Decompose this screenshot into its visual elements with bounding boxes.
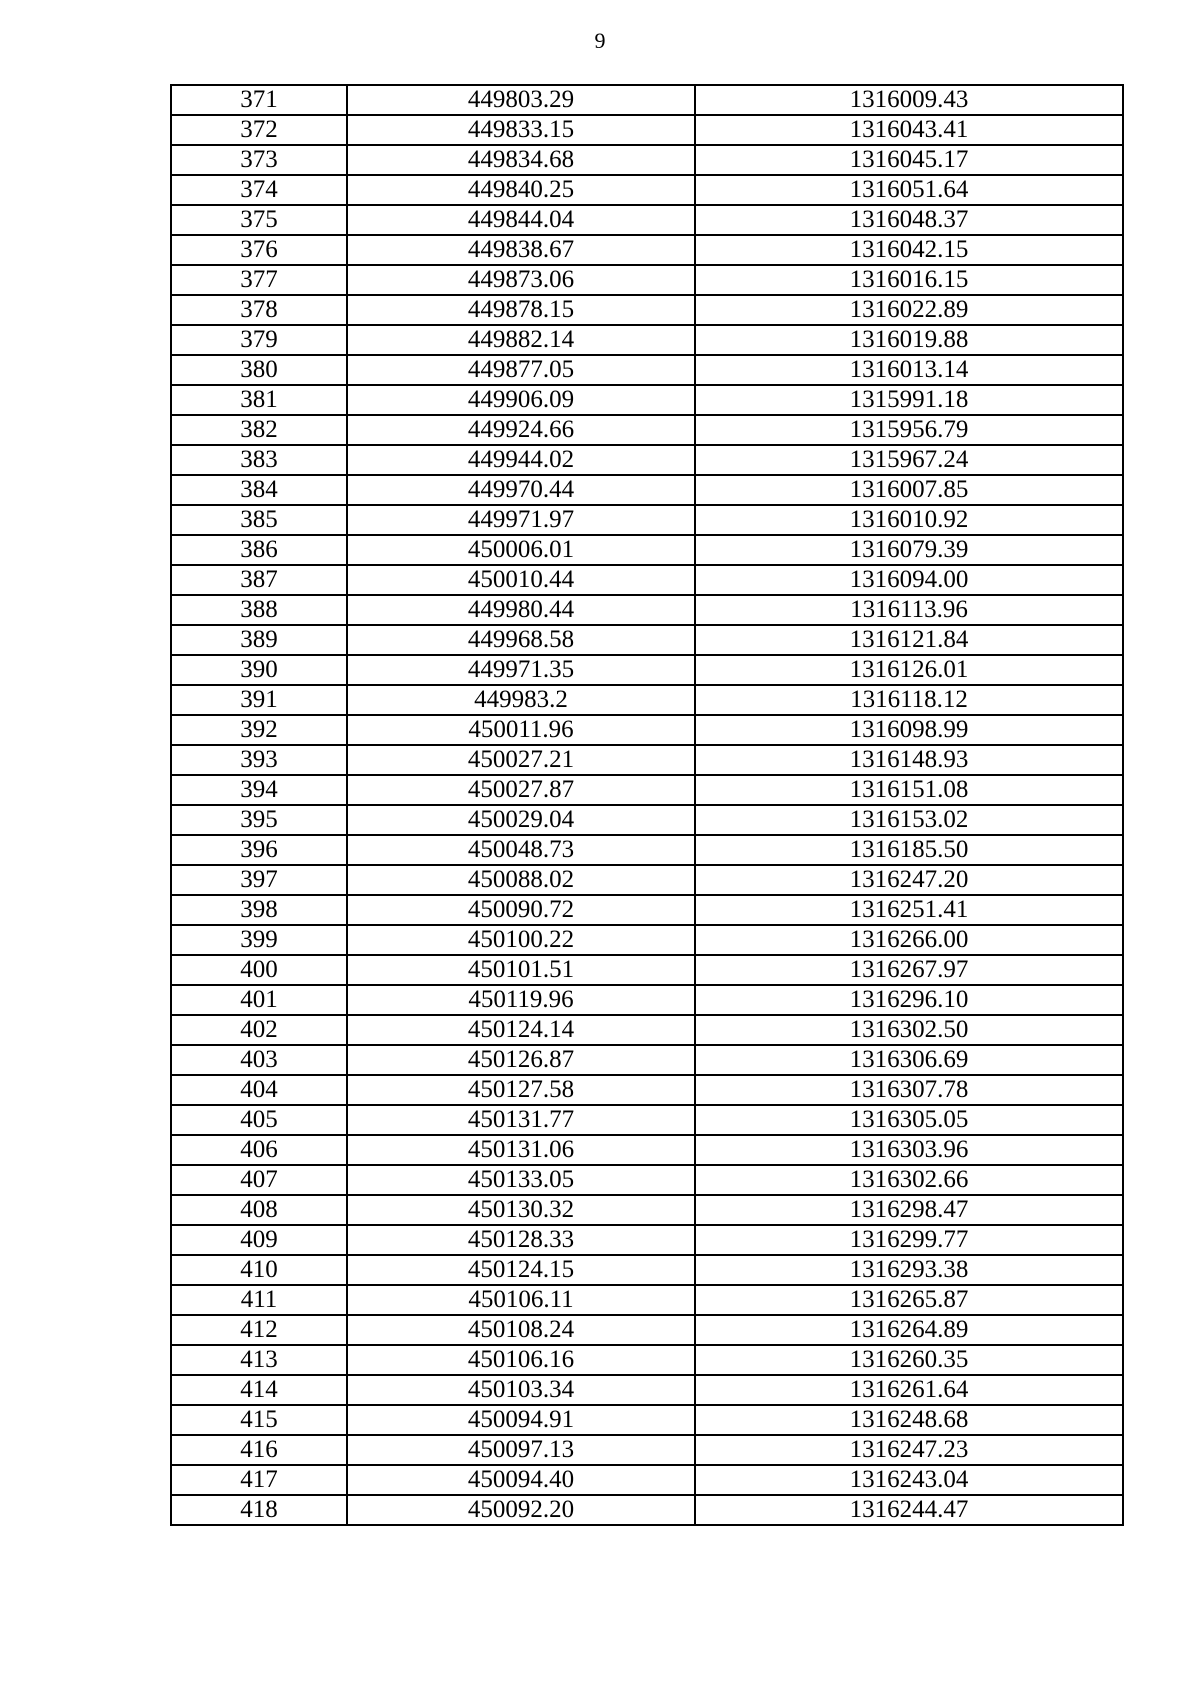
table-row [171, 145, 1123, 175]
x-coordinate-cell: 450097.13 [347, 1435, 695, 1465]
x-coordinate-cell: 450127.58 [347, 1075, 695, 1105]
x-coordinate-cell: 449924.66 [347, 415, 695, 445]
x-coordinate-cell: 450126.87 [347, 1045, 695, 1075]
table-row [171, 535, 1123, 565]
point-number-cell: 397 [171, 865, 347, 895]
y-coordinate-cell: 1316248.68 [695, 1405, 1123, 1435]
y-coordinate-cell: 1316048.37 [695, 205, 1123, 235]
table-row [171, 385, 1123, 415]
table-row [171, 1315, 1123, 1345]
table-row [171, 295, 1123, 325]
x-coordinate-cell: 449838.67 [347, 235, 695, 265]
y-coordinate-cell: 1316079.39 [695, 535, 1123, 565]
table-row [171, 895, 1123, 925]
y-coordinate-cell: 1316051.64 [695, 175, 1123, 205]
point-number-cell: 387 [171, 565, 347, 595]
y-coordinate-cell: 1316010.92 [695, 505, 1123, 535]
point-number-cell: 390 [171, 655, 347, 685]
y-coordinate-cell: 1316121.84 [695, 625, 1123, 655]
table-row [171, 175, 1123, 205]
x-coordinate-cell: 450131.77 [347, 1105, 695, 1135]
x-coordinate-cell: 450133.05 [347, 1165, 695, 1195]
y-coordinate-cell: 1316098.99 [695, 715, 1123, 745]
y-coordinate-cell: 1316299.77 [695, 1225, 1123, 1255]
table-row [171, 985, 1123, 1015]
y-coordinate-cell: 1316251.41 [695, 895, 1123, 925]
point-number-cell: 413 [171, 1345, 347, 1375]
point-number-cell: 394 [171, 775, 347, 805]
table-row [171, 1345, 1123, 1375]
y-coordinate-cell: 1316264.89 [695, 1315, 1123, 1345]
point-number-cell: 379 [171, 325, 347, 355]
x-coordinate-cell: 450029.04 [347, 805, 695, 835]
y-coordinate-cell: 1316306.69 [695, 1045, 1123, 1075]
y-coordinate-cell: 1316261.64 [695, 1375, 1123, 1405]
y-coordinate-cell: 1316118.12 [695, 685, 1123, 715]
point-number-cell: 409 [171, 1225, 347, 1255]
x-coordinate-cell: 450027.87 [347, 775, 695, 805]
point-number-cell: 395 [171, 805, 347, 835]
point-number-cell: 374 [171, 175, 347, 205]
x-coordinate-cell: 449803.29 [347, 85, 695, 115]
x-coordinate-cell: 450124.15 [347, 1255, 695, 1285]
x-coordinate-cell: 450094.91 [347, 1405, 695, 1435]
table-row [171, 715, 1123, 745]
point-number-cell: 398 [171, 895, 347, 925]
x-coordinate-cell: 450106.11 [347, 1285, 695, 1315]
table-row [171, 1015, 1123, 1045]
x-coordinate-cell: 450119.96 [347, 985, 695, 1015]
table-row [171, 235, 1123, 265]
y-coordinate-cell: 1316267.97 [695, 955, 1123, 985]
y-coordinate-cell: 1316260.35 [695, 1345, 1123, 1375]
y-coordinate-cell: 1316007.85 [695, 475, 1123, 505]
table-row [171, 1285, 1123, 1315]
x-coordinate-cell: 449983.2 [347, 685, 695, 715]
point-number-cell: 403 [171, 1045, 347, 1075]
table-row [171, 1105, 1123, 1135]
x-coordinate-cell: 450130.32 [347, 1195, 695, 1225]
point-number-cell: 402 [171, 1015, 347, 1045]
point-number-cell: 380 [171, 355, 347, 385]
table-row [171, 835, 1123, 865]
y-coordinate-cell: 1316019.88 [695, 325, 1123, 355]
y-coordinate-cell: 1316305.05 [695, 1105, 1123, 1135]
x-coordinate-cell: 450124.14 [347, 1015, 695, 1045]
y-coordinate-cell: 1316148.93 [695, 745, 1123, 775]
point-number-cell: 418 [171, 1495, 347, 1525]
table-row [171, 505, 1123, 535]
point-number-cell: 376 [171, 235, 347, 265]
table-row [171, 1405, 1123, 1435]
y-coordinate-cell: 1316247.23 [695, 1435, 1123, 1465]
x-coordinate-cell: 450027.21 [347, 745, 695, 775]
y-coordinate-cell: 1316045.17 [695, 145, 1123, 175]
table-row [171, 565, 1123, 595]
y-coordinate-cell: 1316016.15 [695, 265, 1123, 295]
y-coordinate-cell: 1316151.08 [695, 775, 1123, 805]
y-coordinate-cell: 1316113.96 [695, 595, 1123, 625]
point-number-cell: 408 [171, 1195, 347, 1225]
x-coordinate-cell: 450128.33 [347, 1225, 695, 1255]
x-coordinate-cell: 449877.05 [347, 355, 695, 385]
point-number-cell: 377 [171, 265, 347, 295]
table-row [171, 1255, 1123, 1285]
x-coordinate-cell: 450100.22 [347, 925, 695, 955]
table-row [171, 655, 1123, 685]
x-coordinate-cell: 450108.24 [347, 1315, 695, 1345]
point-number-cell: 401 [171, 985, 347, 1015]
point-number-cell: 415 [171, 1405, 347, 1435]
x-coordinate-cell: 449971.97 [347, 505, 695, 535]
x-coordinate-cell: 449873.06 [347, 265, 695, 295]
y-coordinate-cell: 1316265.87 [695, 1285, 1123, 1315]
point-number-cell: 383 [171, 445, 347, 475]
table-row [171, 1435, 1123, 1465]
point-number-cell: 388 [171, 595, 347, 625]
table-row [171, 1225, 1123, 1255]
table-row [171, 1165, 1123, 1195]
x-coordinate-cell: 449834.68 [347, 145, 695, 175]
point-number-cell: 405 [171, 1105, 347, 1135]
x-coordinate-cell: 450048.73 [347, 835, 695, 865]
y-coordinate-cell: 1316153.02 [695, 805, 1123, 835]
point-number-cell: 382 [171, 415, 347, 445]
point-number-cell: 407 [171, 1165, 347, 1195]
table-row [171, 265, 1123, 295]
x-coordinate-cell: 449844.04 [347, 205, 695, 235]
x-coordinate-cell: 450011.96 [347, 715, 695, 745]
table-row [171, 85, 1123, 115]
point-number-cell: 410 [171, 1255, 347, 1285]
x-coordinate-cell: 449882.14 [347, 325, 695, 355]
x-coordinate-cell: 450088.02 [347, 865, 695, 895]
x-coordinate-cell: 449980.44 [347, 595, 695, 625]
page-number: 9 [594, 28, 606, 53]
table-row [171, 1495, 1123, 1525]
point-number-cell: 375 [171, 205, 347, 235]
point-number-cell: 400 [171, 955, 347, 985]
y-coordinate-cell: 1315967.24 [695, 445, 1123, 475]
y-coordinate-cell: 1316302.66 [695, 1165, 1123, 1195]
x-coordinate-cell: 450010.44 [347, 565, 695, 595]
table-row [171, 1075, 1123, 1105]
y-coordinate-cell: 1316094.00 [695, 565, 1123, 595]
table-row [171, 1135, 1123, 1165]
point-number-cell: 381 [171, 385, 347, 415]
y-coordinate-cell: 1316022.89 [695, 295, 1123, 325]
table-row [171, 865, 1123, 895]
point-number-cell: 385 [171, 505, 347, 535]
point-number-cell: 396 [171, 835, 347, 865]
table-row [171, 115, 1123, 145]
coordinates-table-body [171, 85, 1123, 1525]
y-coordinate-cell: 1316126.01 [695, 655, 1123, 685]
table-row [171, 745, 1123, 775]
x-coordinate-cell: 449833.15 [347, 115, 695, 145]
y-coordinate-cell: 1315956.79 [695, 415, 1123, 445]
x-coordinate-cell: 449906.09 [347, 385, 695, 415]
x-coordinate-cell: 450090.72 [347, 895, 695, 925]
point-number-cell: 372 [171, 115, 347, 145]
table-row [171, 1465, 1123, 1495]
point-number-cell: 414 [171, 1375, 347, 1405]
x-coordinate-cell: 449968.58 [347, 625, 695, 655]
x-coordinate-cell: 450101.51 [347, 955, 695, 985]
table-row [171, 355, 1123, 385]
y-coordinate-cell: 1316298.47 [695, 1195, 1123, 1225]
x-coordinate-cell: 450006.01 [347, 535, 695, 565]
y-coordinate-cell: 1316303.96 [695, 1135, 1123, 1165]
point-number-cell: 389 [171, 625, 347, 655]
table-row [171, 325, 1123, 355]
table-row [171, 625, 1123, 655]
y-coordinate-cell: 1316042.15 [695, 235, 1123, 265]
y-coordinate-cell: 1316296.10 [695, 985, 1123, 1015]
point-number-cell: 393 [171, 745, 347, 775]
table-row [171, 925, 1123, 955]
point-number-cell: 417 [171, 1465, 347, 1495]
point-number-cell: 416 [171, 1435, 347, 1465]
table-row [171, 595, 1123, 625]
y-coordinate-cell: 1316307.78 [695, 1075, 1123, 1105]
point-number-cell: 392 [171, 715, 347, 745]
point-number-cell: 373 [171, 145, 347, 175]
table-row [171, 1195, 1123, 1225]
x-coordinate-cell: 450092.20 [347, 1495, 695, 1525]
x-coordinate-cell: 449878.15 [347, 295, 695, 325]
y-coordinate-cell: 1316043.41 [695, 115, 1123, 145]
coordinates-table [170, 84, 1124, 1526]
x-coordinate-cell: 450094.40 [347, 1465, 695, 1495]
table-row [171, 1375, 1123, 1405]
y-coordinate-cell: 1316244.47 [695, 1495, 1123, 1525]
y-coordinate-cell: 1316013.14 [695, 355, 1123, 385]
table-row [171, 1045, 1123, 1075]
point-number-cell: 404 [171, 1075, 347, 1105]
y-coordinate-cell: 1316266.00 [695, 925, 1123, 955]
table-row [171, 805, 1123, 835]
x-coordinate-cell: 449840.25 [347, 175, 695, 205]
point-number-cell: 378 [171, 295, 347, 325]
point-number-cell: 406 [171, 1135, 347, 1165]
table-row [171, 415, 1123, 445]
x-coordinate-cell: 449944.02 [347, 445, 695, 475]
y-coordinate-cell: 1316243.04 [695, 1465, 1123, 1495]
table-row [171, 475, 1123, 505]
point-number-cell: 411 [171, 1285, 347, 1315]
table-row [171, 685, 1123, 715]
y-coordinate-cell: 1316247.20 [695, 865, 1123, 895]
y-coordinate-cell: 1316009.43 [695, 85, 1123, 115]
y-coordinate-cell: 1316293.38 [695, 1255, 1123, 1285]
x-coordinate-cell: 450103.34 [347, 1375, 695, 1405]
table-row [171, 205, 1123, 235]
point-number-cell: 386 [171, 535, 347, 565]
x-coordinate-cell: 449970.44 [347, 475, 695, 505]
point-number-cell: 399 [171, 925, 347, 955]
x-coordinate-cell: 450131.06 [347, 1135, 695, 1165]
table-row [171, 775, 1123, 805]
y-coordinate-cell: 1316302.50 [695, 1015, 1123, 1045]
x-coordinate-cell: 450106.16 [347, 1345, 695, 1375]
point-number-cell: 412 [171, 1315, 347, 1345]
y-coordinate-cell: 1316185.50 [695, 835, 1123, 865]
x-coordinate-cell: 449971.35 [347, 655, 695, 685]
point-number-cell: 391 [171, 685, 347, 715]
table-row [171, 955, 1123, 985]
point-number-cell: 371 [171, 85, 347, 115]
y-coordinate-cell: 1315991.18 [695, 385, 1123, 415]
table-row [171, 445, 1123, 475]
point-number-cell: 384 [171, 475, 347, 505]
